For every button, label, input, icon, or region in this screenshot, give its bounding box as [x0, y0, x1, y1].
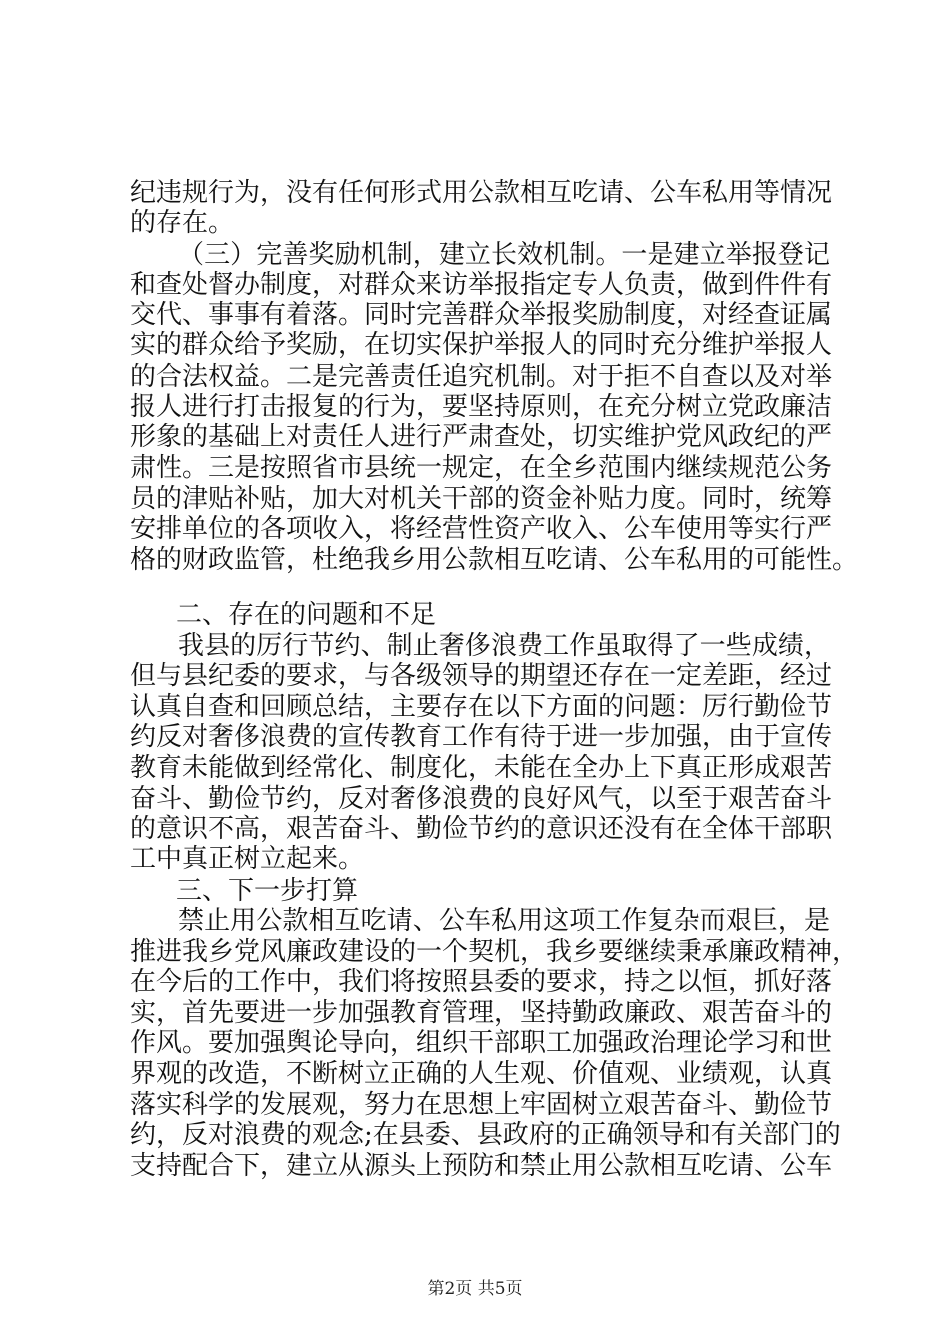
text-line: 认真自查和回顾总结，主要存在以下方面的问题：厉行勤俭节: [130, 692, 833, 722]
text-line: 作风。要加强舆论导向，组织干部职工加强政治理论学习和世: [130, 1028, 833, 1058]
text-line: 实，首先要进一步加强教育管理，坚持勤政廉政、艰苦奋斗的: [130, 998, 833, 1028]
text-line: （三）完善奖励机制，建立长效机制。一是建立举报登记: [178, 240, 830, 270]
text-line: 的存在。: [130, 208, 235, 238]
text-line: 员的津贴补贴，加大对机关干部的资金补贴力度。同时，统筹: [130, 484, 833, 514]
text-line: 我县的厉行节约、制止奢侈浪费工作虽取得了一些成绩，: [178, 631, 830, 661]
text-line: 但与县纪委的要求，与各级领导的期望还存在一定差距，经过: [130, 661, 833, 691]
text-line: 落实科学的发展观，努力在思想上牢固树立艰苦奋斗、勤俭节: [130, 1090, 833, 1120]
text-line: 纪违规行为，没有任何形式用公款相互吃请、公车私用等情况: [130, 178, 833, 208]
text-line: 推进我乡党风廉政建设的一个契机，我乡要继续秉承廉政精神，: [130, 937, 859, 967]
text-line: 约反对奢侈浪费的宣传教育工作有待于进一步加强，由于宣传: [130, 722, 833, 752]
text-line: 教育未能做到经常化、制度化，未能在全办上下真正形成艰苦: [130, 753, 833, 783]
section-heading: 三、下一步打算: [176, 876, 359, 906]
text-line: 的合法权益。二是完善责任追究机制。对于拒不自查以及对举: [130, 362, 833, 392]
text-line: 的意识不高，艰苦奋斗、勤俭节约的意识还没有在全体干部职: [130, 814, 833, 844]
section-heading: 二、存在的问题和不足: [176, 600, 437, 630]
text-line: 在今后的工作中，我们将按照县委的要求，持之以恒，抓好落: [130, 967, 833, 997]
text-line: 安排单位的各项收入，将经营性资产收入、公车使用等实行严: [130, 514, 833, 544]
page-number-footer: 第2页 共5页: [427, 1279, 523, 1299]
text-line: 报人进行打击报复的行为，要坚持原则，在充分树立党政廉洁: [130, 392, 833, 422]
text-line: 肃性。三是按照省市县统一规定，在全乡范围内继续规范公务: [130, 453, 833, 483]
text-line: 实的群众给予奖励，在切实保护举报人的同时充分维护举报人: [130, 330, 833, 360]
text-line: 禁止用公款相互吃请、公车私用这项工作复杂而艰巨，是: [178, 906, 830, 936]
text-line: 和查处督办制度，对群众来访举报指定专人负责，做到件件有: [130, 270, 833, 300]
text-line: 工中真正树立起来。: [130, 844, 365, 874]
text-line: 界观的改造，不断树立正确的人生观、价值观、业绩观，认真: [130, 1059, 833, 1089]
text-line: 支持配合下，建立从源头上预防和禁止用公款相互吃请、公车: [130, 1151, 833, 1181]
text-line: 奋斗、勤俭节约，反对奢侈浪费的良好风气，以至于艰苦奋斗: [130, 784, 833, 814]
text-line: 格的财政监管，杜绝我乡用公款相互吃请、公车私用的可能性。: [130, 545, 859, 575]
text-line: 交代、事事有着落。同时完善群众举报奖励制度，对经查证属: [130, 300, 833, 330]
text-line: 约，反对浪费的观念;在县委、县政府的正确领导和有关部门的: [130, 1120, 841, 1150]
text-line: 形象的基础上对责任人进行严肃查处，切实维护党风政纪的严: [130, 422, 833, 452]
